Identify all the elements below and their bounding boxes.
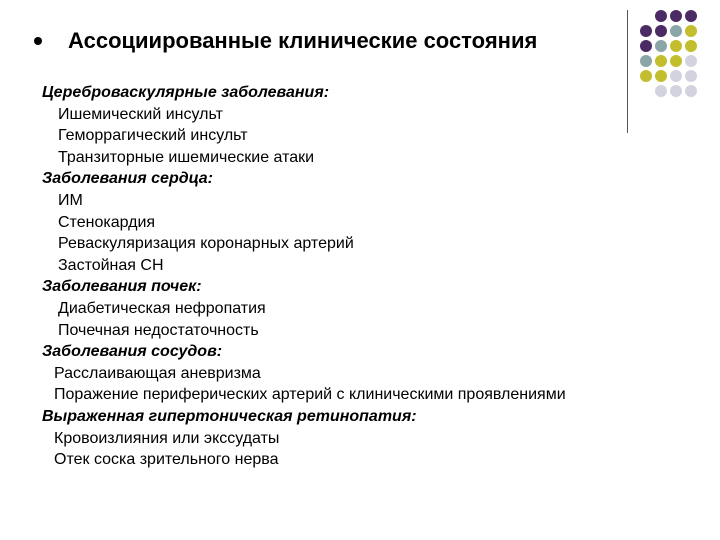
title-row (34, 26, 614, 60)
decor-dot (670, 55, 682, 67)
bullet-icon (34, 37, 42, 45)
decor-dot (640, 70, 652, 82)
decor-dot (655, 40, 667, 52)
decor-dot (655, 55, 667, 67)
condition-item: Диабетическая нефропатия (58, 299, 266, 317)
page-title: Ассоциированные клинические состояния (68, 28, 538, 53)
decor-dot (685, 10, 697, 22)
condition-item: Расслаивающая аневризма (54, 364, 261, 382)
category-heading: Заболевания почек: (42, 278, 202, 296)
condition-item: Застойная СН (58, 256, 164, 274)
decor-dot (655, 10, 667, 22)
condition-item: Ишемический инсульт (58, 105, 223, 123)
decor-dot (640, 55, 652, 67)
condition-item: Поражение периферических артерий с клиническими проявлениями (54, 386, 566, 404)
condition-item: Реваскуляризация коронарных артерий (58, 235, 354, 253)
category-heading: Цереброваскулярные заболевания: (42, 84, 330, 101)
decor-dot (670, 70, 682, 82)
decor-dot (685, 70, 697, 82)
condition-item: Отек соска зрительного нерва (54, 451, 279, 469)
decor-dot (640, 25, 652, 37)
decor-dot (685, 40, 697, 52)
condition-item: Кровоизлияния или экссудаты (54, 429, 280, 447)
decor-dot (670, 10, 682, 22)
condition-item: Транзиторные ишемические атаки (58, 148, 315, 166)
decor-dot (685, 25, 697, 37)
conditions-list (42, 82, 712, 471)
category-heading: Заболевания сосудов: (42, 343, 223, 361)
condition-item: Стенокардия (58, 213, 156, 231)
decor-dot (670, 25, 682, 37)
decor-dot (655, 25, 667, 37)
decor-dot (640, 40, 652, 52)
category-heading: Выраженная гипертоническая ретинопатия: (42, 407, 417, 425)
decor-dot (685, 55, 697, 67)
condition-item: Почечная недостаточность (58, 321, 259, 339)
decor-dot (670, 40, 682, 52)
condition-item: Геморрагический инсульт (58, 127, 248, 145)
category-heading: Заболевания сердца: (42, 170, 213, 188)
condition-item: ИМ (58, 191, 83, 209)
decor-dot (640, 10, 652, 22)
decor-dot (655, 70, 667, 82)
